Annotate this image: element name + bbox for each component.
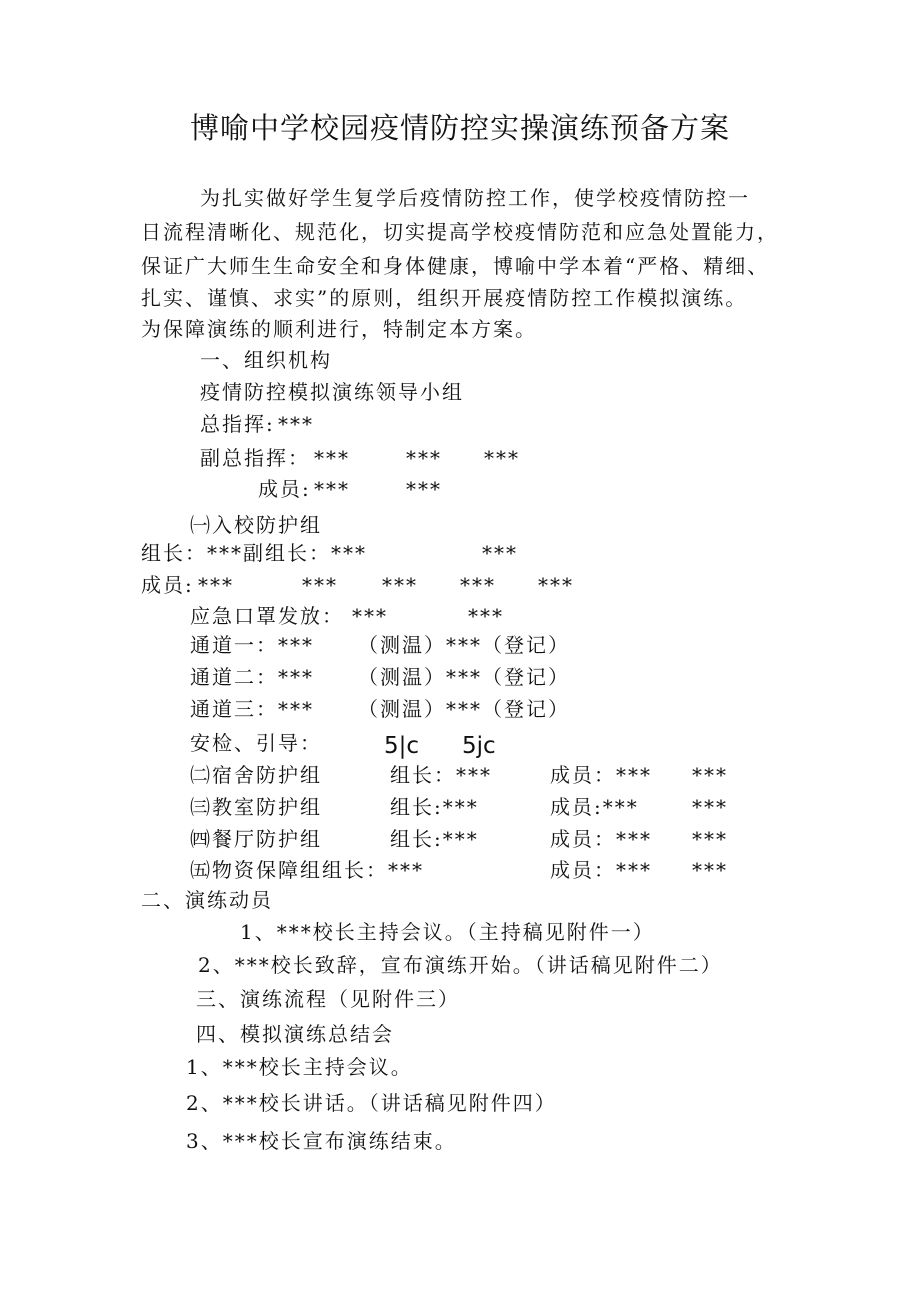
section-2-item-1: 1、***校长主持会议。（主持稿见附件一） — [240, 920, 655, 944]
member-2: *** — [406, 477, 442, 501]
group-canteen-leader: 组长:*** — [390, 827, 479, 851]
section-2-item-2: 2、***校长致辞，宣布演练开始。（讲话稿见附件二） — [198, 953, 723, 977]
intro-line-5: 为保障演练的顺利进行，特制定本方案。 — [141, 317, 537, 341]
group-dorm-name: ㈡宿舍防护组 — [190, 763, 322, 787]
mask-label: 应急口罩发放： — [190, 604, 344, 628]
intro-line-2: 日流程清晰化、规范化，切实提高学校疫情防范和应急处置能力， — [141, 220, 779, 244]
security-value-2: 5jc — [462, 733, 496, 759]
members-label: 成员: — [258, 477, 311, 501]
commander-value: *** — [278, 412, 314, 436]
deputy-1: *** — [314, 446, 350, 470]
deputy-2: *** — [406, 446, 442, 470]
security-label: 安检、引导： — [190, 731, 322, 755]
group-dorm-leader: 组长：*** — [390, 763, 492, 787]
channel-2-detail: （测温）***（登记） — [358, 665, 570, 689]
channel-2-label: 通道二：*** — [190, 665, 314, 689]
group-supplies-name: ㈤物资保障组组长：*** — [190, 858, 424, 882]
mask-2: *** — [468, 604, 504, 628]
leadership-group-title: 疫情防控模拟演练领导小组 — [200, 380, 464, 404]
group-canteen-members: 成员：*** — [550, 827, 652, 851]
group-canteen-extra: *** — [692, 827, 728, 851]
entry-member-4: *** — [460, 573, 496, 597]
group-canteen-name: ㈣餐厅防护组 — [190, 827, 322, 851]
section-4-heading: 四、模拟演练总结会 — [196, 1022, 394, 1046]
section-3-heading: 三、演练流程（见附件三） — [196, 987, 460, 1011]
channel-1-detail: （测温）***（登记） — [358, 633, 570, 657]
group-supplies-extra: *** — [692, 858, 728, 882]
mask-1: *** — [352, 604, 388, 628]
entry-member-5: *** — [538, 573, 574, 597]
group-dorm-members: 成员：*** — [550, 763, 652, 787]
deputy-label: 副总指挥： — [200, 446, 310, 470]
entry-group-heading: ㈠入校防护组 — [190, 513, 322, 537]
section-4-item-1: 1、***校长主持会议。 — [186, 1055, 413, 1079]
entry-leader-line: 组长：***副组长：*** — [141, 541, 367, 565]
entry-member-2: *** — [302, 573, 338, 597]
group-classroom-name: ㈢教室防护组 — [190, 795, 322, 819]
deputy-3: *** — [484, 446, 520, 470]
member-1: *** — [314, 477, 350, 501]
page-title: 博喻中学校园疫情防控实操演练预备方案 — [189, 111, 730, 145]
channel-3-detail: （测温）***（登记） — [358, 697, 570, 721]
channel-1-label: 通道一：*** — [190, 633, 314, 657]
section-2-heading: 二、演练动员 — [141, 888, 273, 912]
section-4-item-2: 2、***校长讲话。（讲话稿见附件四） — [186, 1091, 557, 1115]
intro-line-1: 为扎实做好学生复学后疫情防控工作，使学校疫情防控一 — [200, 186, 750, 210]
group-classroom-members: 成员:*** — [550, 795, 639, 819]
group-dorm-extra: *** — [692, 763, 728, 787]
entry-leader-extra: *** — [482, 541, 518, 565]
group-classroom-leader: 组长:*** — [390, 795, 479, 819]
channel-3-label: 通道三：*** — [190, 697, 314, 721]
section-4-item-3: 3、***校长宣布演练结束。 — [186, 1129, 457, 1153]
group-supplies-members: 成员：*** — [550, 858, 652, 882]
entry-members-label: 成员: — [141, 573, 194, 597]
entry-member-3: *** — [382, 573, 418, 597]
section-1-heading: 一、组织机构 — [200, 348, 332, 372]
entry-member-1: *** — [198, 573, 234, 597]
intro-line-3: 保证广大师生生命安全和身体健康，博喻中学本着“严格、精细、 — [141, 254, 770, 278]
group-classroom-extra: *** — [692, 795, 728, 819]
intro-line-4: 扎实、谨慎、求实”的原则，组织开展疫情防控工作模拟演练。 — [141, 286, 748, 310]
security-value-1: 5|c — [384, 733, 420, 759]
commander-label: 总指挥: — [200, 412, 275, 436]
